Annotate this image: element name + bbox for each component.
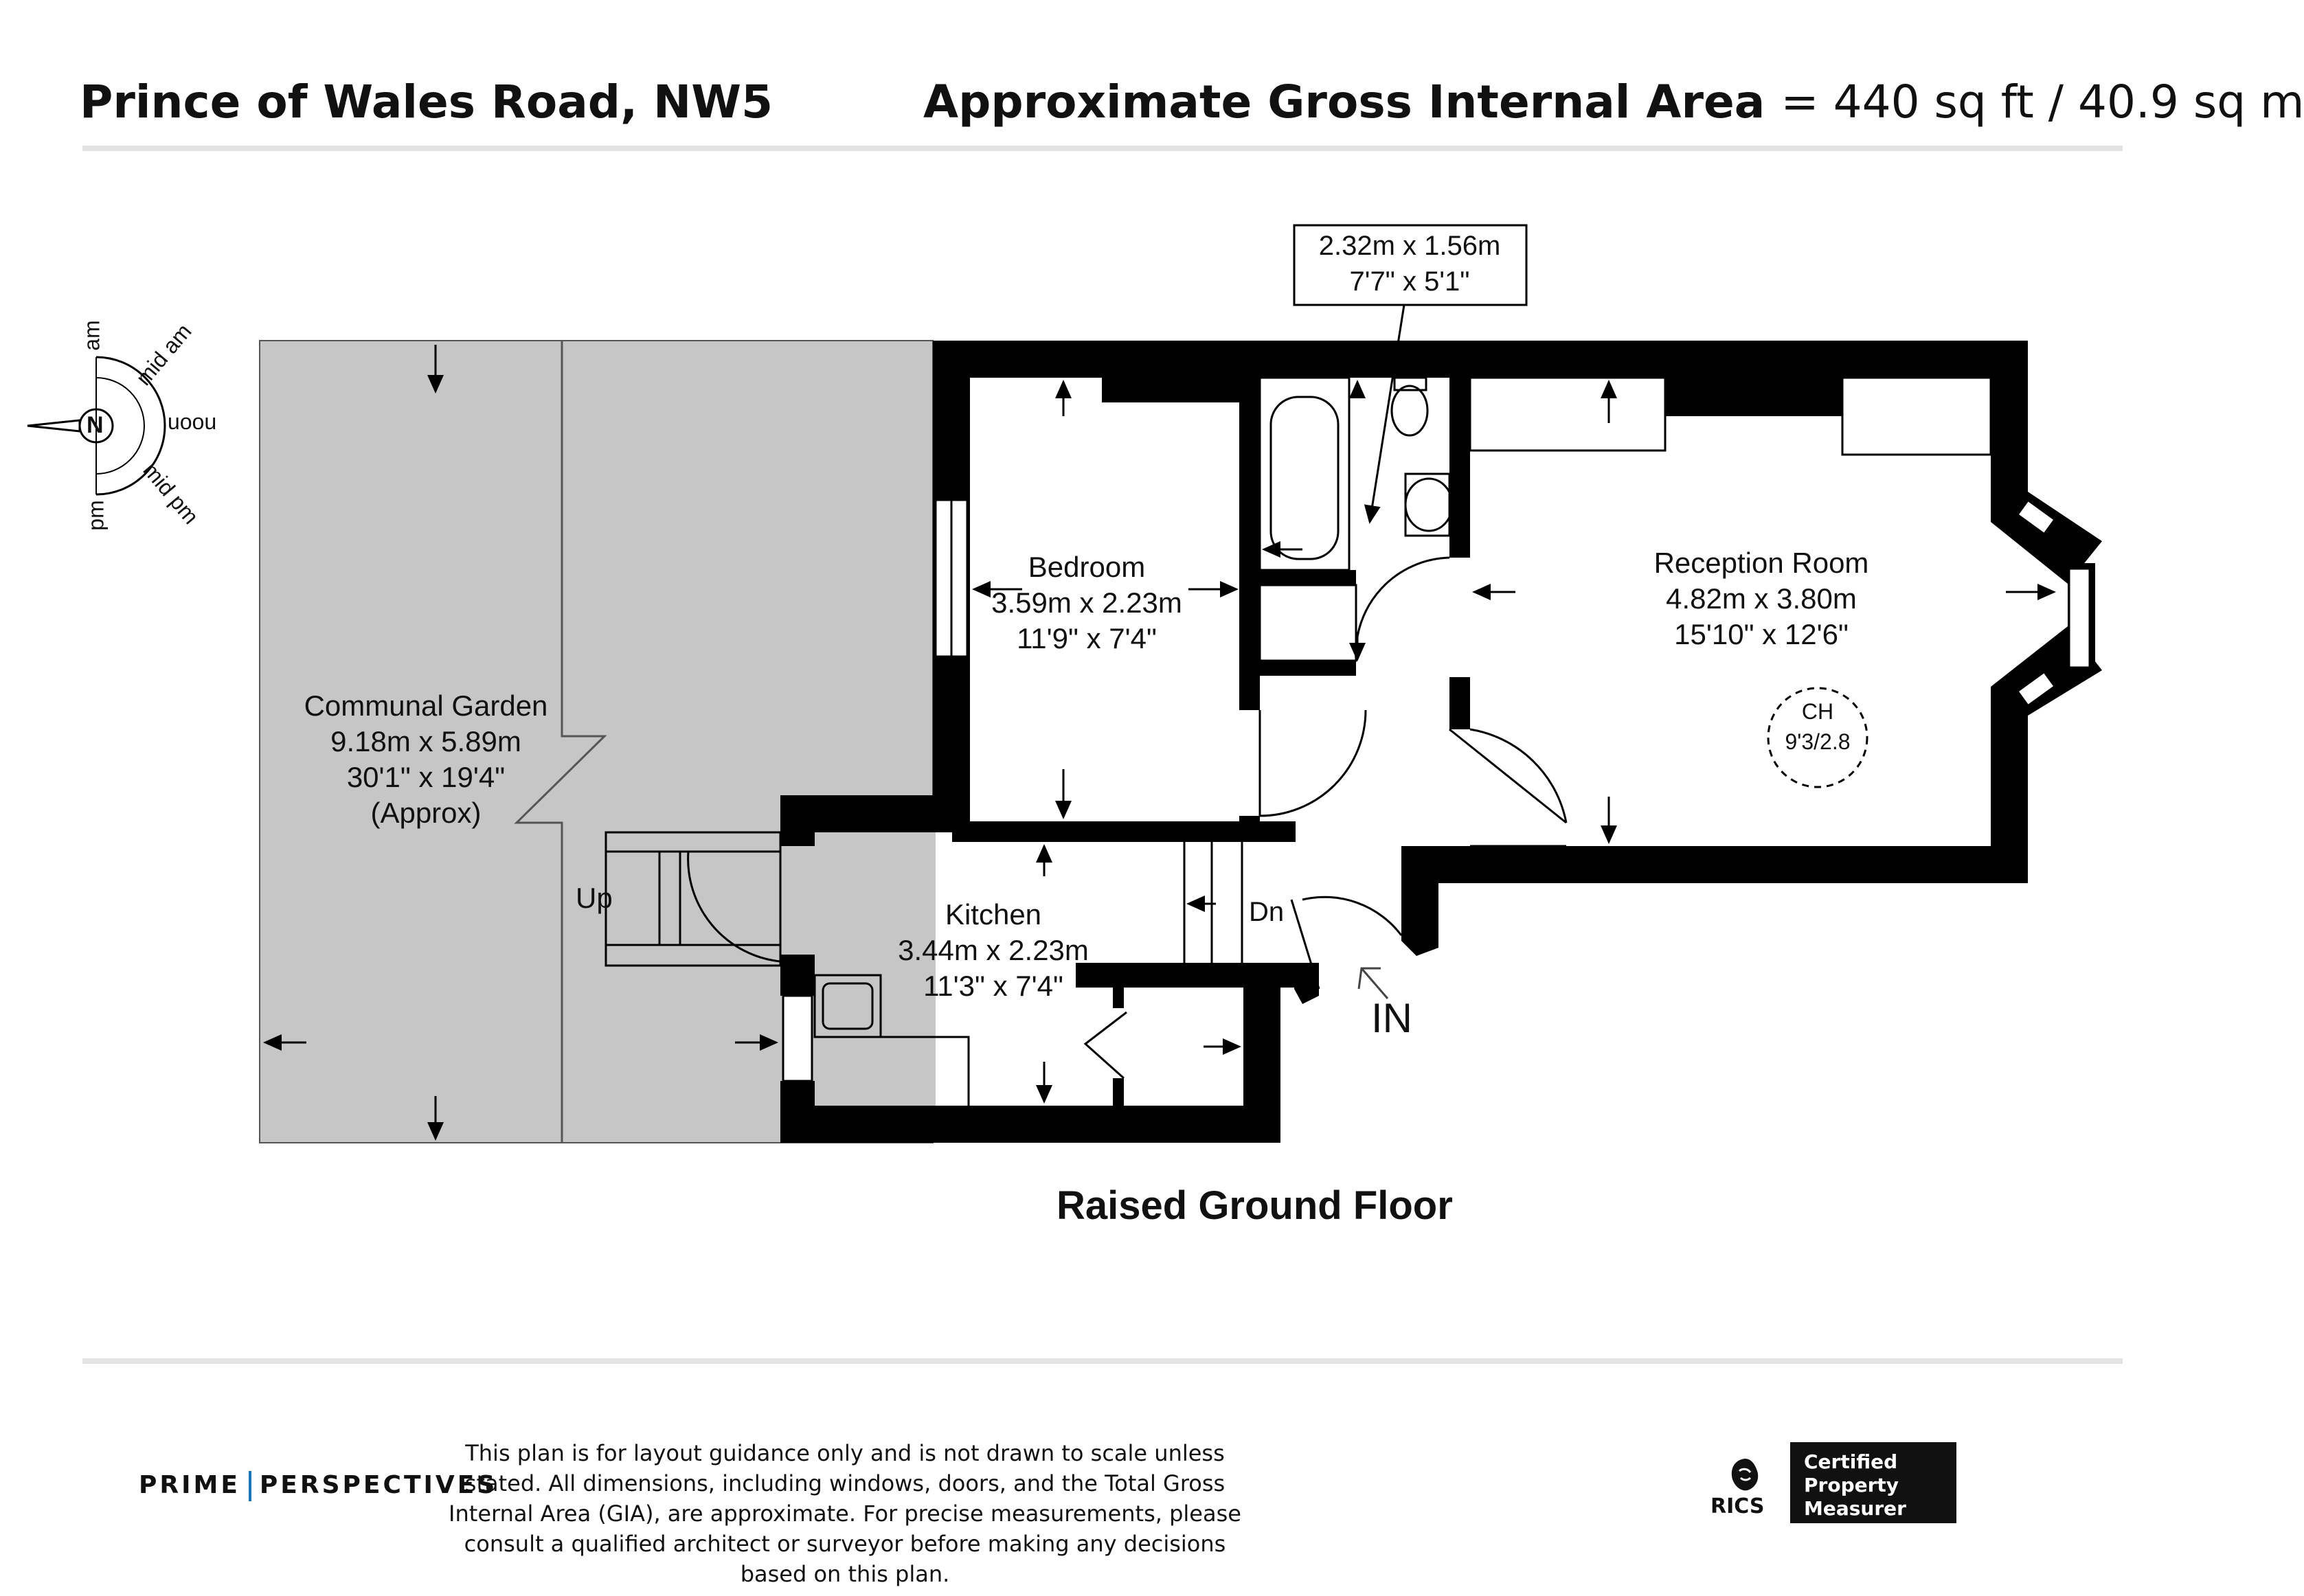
- cert-line-2: Property: [1804, 1474, 1899, 1496]
- entrance-label: IN: [1371, 995, 1412, 1041]
- bathroom-metric: 2.32m x 1.56m: [1318, 231, 1501, 261]
- walls: [780, 341, 2102, 1143]
- area-label: Approximate Gross Internal Area: [923, 76, 1765, 128]
- kitchen-imperial: 11'3" x 7'4": [923, 970, 1063, 1002]
- dimension-arrows: [974, 382, 2054, 1102]
- rics-lion-icon: [1724, 1456, 1765, 1494]
- stairs-down-label: Dn: [1249, 897, 1285, 927]
- room-label-reception: [1654, 545, 1869, 652]
- stairs-up-label: Up: [576, 882, 613, 914]
- cert-line-1: Certified: [1804, 1450, 1898, 1473]
- compass-north-label: N: [87, 412, 104, 438]
- room-label-kitchen: [898, 897, 1089, 1004]
- brand-divider: [249, 1471, 251, 1501]
- garden-metric: 9.18m x 5.89m: [330, 725, 521, 757]
- compass-am-label: am: [79, 320, 104, 351]
- cert-line-3: Measurer: [1804, 1497, 1906, 1520]
- reception-metric: 4.82m x 3.80m: [1666, 582, 1857, 615]
- bathroom-dimensions: [1319, 228, 1501, 299]
- room-label-bedroom: [991, 549, 1182, 657]
- floor-title: Raised Ground Floor: [1057, 1183, 1453, 1228]
- reception-imperial: 15'10" x 12'6": [1674, 618, 1849, 650]
- rics-label: RICS: [1710, 1494, 1765, 1518]
- kitchen-name: Kitchen: [945, 898, 1042, 931]
- garden-note: (Approx): [370, 797, 482, 829]
- disclaimer: This plan is for layout guidance only and is not drawn to scale unless stated. All dimensions, including windows, doors, and the Total Gross Internal Area (GIA), are approximate. For precise measurements, please consult a qualified architect or surveyor before making any decisions based on this plan.: [449, 1440, 1241, 1587]
- kitchen-metric: 3.44m x 2.23m: [898, 934, 1089, 966]
- bathroom-imperial: 7'7" x 5'1": [1349, 266, 1470, 297]
- ceiling-height-label: [1785, 696, 1850, 757]
- certified-measurer-badge: [1790, 1442, 1956, 1523]
- brand-left: PRIME: [139, 1471, 240, 1499]
- compass-mid-pm-label: mid pm: [138, 457, 204, 529]
- reception-name: Reception Room: [1653, 547, 1869, 579]
- compass-noon-label: noon: [168, 413, 217, 437]
- area-value: = 440 sq ft / 40.9 sq m: [1781, 76, 2304, 128]
- property-address: Prince of Wales Road, NW5: [80, 76, 773, 128]
- room-label-garden: [304, 688, 548, 831]
- ceiling-height-top: CH: [1801, 699, 1834, 724]
- compass-pm-label: pm: [83, 500, 109, 531]
- bedroom-imperial: 11'9" x 7'4": [1017, 622, 1157, 654]
- bedroom-name: Bedroom: [1028, 551, 1146, 583]
- bedroom-metric: 3.59m x 2.23m: [991, 586, 1182, 619]
- footer-divider: [82, 1358, 2123, 1364]
- compass-mid-am-label: mid am: [131, 319, 196, 390]
- garden-name: Communal Garden: [304, 689, 548, 722]
- ceiling-height-value: 9'3/2.8: [1785, 729, 1851, 754]
- brand-right: PERSPECTIVES: [259, 1471, 498, 1499]
- garden-imperial: 30'1" x 19'4": [346, 761, 506, 793]
